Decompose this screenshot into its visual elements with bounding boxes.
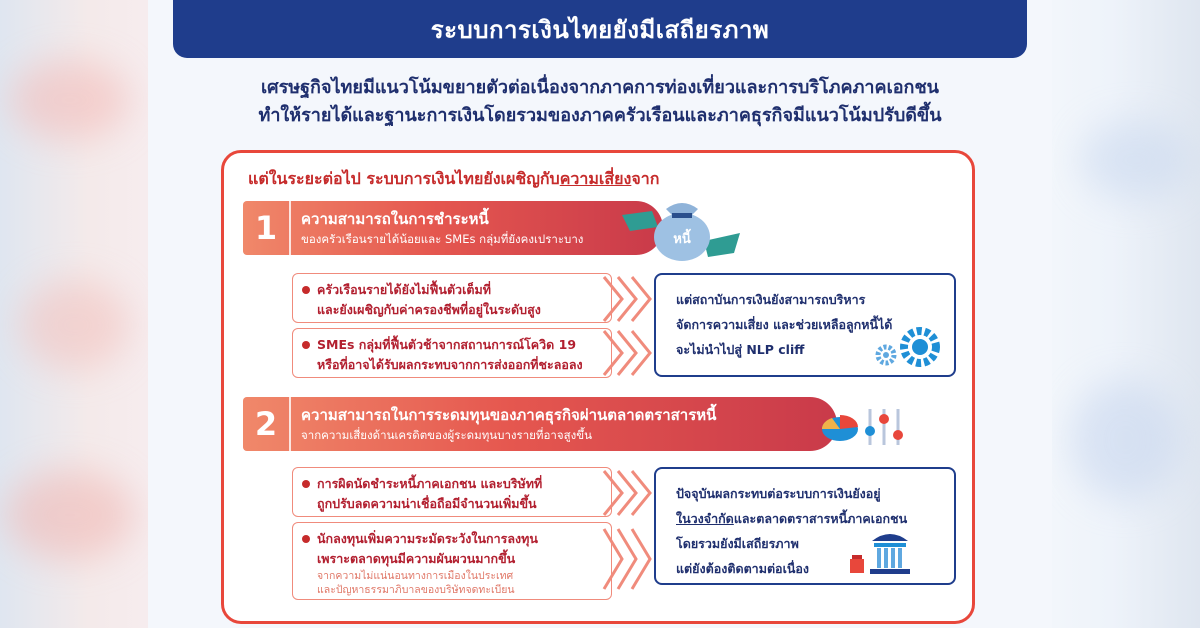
item-line-1: การผิดนัดชำระหนี้ภาคเอกชน และบริษัทที่ [317,476,543,491]
info-line-1: แต่สถาบันการเงินยังสามารถบริหาร [676,292,866,307]
risk-2-title: ความสามารถในการระดมทุนของภาคธุรกิจผ่านตลาดตราสารหนี้ [301,406,717,424]
info-line-2-rest: และตลาดตราสารหนี้ภาคเอกชน [733,511,908,526]
infographic-card [148,0,1052,628]
slider-icon [864,405,904,453]
risk-1-subtitle: ของครัวเรือนรายได้น้อยและ SMEs กลุ่มที่ยังคงเปราะบาง [301,232,584,246]
risk-2-number: 2 [243,397,291,451]
item-line-1: SMEs กลุ่มที่ฟื้นตัวช้าจากสถานการณ์โควิด 19 [317,337,577,352]
item-note-2: และปัญหาธรรมาภิบาลของบริษัทจดทะเบียน [317,584,515,596]
item-line-1: นักลงทุนเพิ่มความระมัดระวังในการลงทุน [317,531,538,546]
bullet-dot [302,341,310,349]
bullet-dot [302,286,310,294]
info-line-2: จัดการความเสี่ยง และช่วยเหลือลูกหนี้ได้ [676,317,893,332]
money-bag-icon [622,193,742,269]
risk-1-title: ความสามารถในการชำระหนี้ [301,210,489,228]
info-line-4: แต่ยังต้องติดตามต่อเนื่อง [676,561,809,576]
intro-text [173,74,1027,130]
money-bag-label: หนี้ [673,232,691,247]
right-background [1052,0,1200,628]
pie-chart-icon [818,405,862,449]
risk-2-item-2 [292,522,612,600]
panel-title [248,167,659,192]
panel-title-prefix: แต่ในระยะต่อไป ระบบการเงินไทยยังเผชิญกับ [248,169,560,188]
item-line-2: และยังเผชิญกับค่าครองชีพที่อยู่ในระดับสูง [317,302,541,317]
left-background [0,0,148,628]
risk-2-subtitle: จากความเสี่ยงด้านเครดิตของผู้ระดมทุนบางรายที่อาจสูงขึ้น [301,428,592,442]
bullet-dot [302,480,310,488]
page-title: ระบบการเงินไทยยังมีเสถียรภาพ [173,0,1027,58]
risk-1-item-1 [292,273,612,323]
chevron-arrows-icon [600,275,656,379]
gear-icon [874,325,946,377]
risk-panel [221,150,975,624]
item-note-1: จากความไม่แน่นอนทางการเมืองในประเทศ [317,570,514,582]
info-line-3: โดยรวมยังมีเสถียรภาพ [676,536,799,551]
info-emphasis: ในวงจำกัด [676,511,734,526]
bank-building-icon [848,525,920,581]
panel-title-emphasis: ความเสี่ยง [559,169,632,188]
info-line-1: ปัจจุบันผลกระทบต่อระบบการเงินยังอยู่ [676,486,881,501]
intro-line-2: ทำให้รายได้และฐานะการเงินโดยรวมของภาคครัวเรือนและภาคธุรกิจมีแนวโน้มปรับดีขึ้น [258,105,942,126]
item-line-1: ครัวเรือนรายได้ยังไม่ฟื้นตัวเต็มที่ [317,282,491,297]
chevron-arrows-icon [600,469,656,599]
intro-line-1: เศรษฐกิจไทยมีแนวโน้มขยายตัวต่อเนื่องจากภาคการท่องเที่ยวและการบริโภคภาคเอกชน [261,77,939,98]
item-line-2: หรือที่อาจได้รับผลกระทบจากการส่งออกที่ชะลอลง [317,357,583,372]
risk-2-banner [243,397,837,451]
risk-1-number: 1 [243,201,291,255]
risk-2-item-1 [292,467,612,517]
item-line-2: ถูกปรับลดความน่าเชื่อถือมีจำนวนเพิ่มขึ้น [317,496,537,511]
info-line-3: จะไม่นำไปสู่ NLP cliff [676,342,805,357]
bullet-dot [302,535,310,543]
risk-1-banner [243,201,663,255]
risk-1-item-2 [292,328,612,378]
panel-title-suffix: จาก [631,169,660,188]
item-line-2: เพราะตลาดทุนมีความผันผวนมากขึ้น [317,551,516,566]
